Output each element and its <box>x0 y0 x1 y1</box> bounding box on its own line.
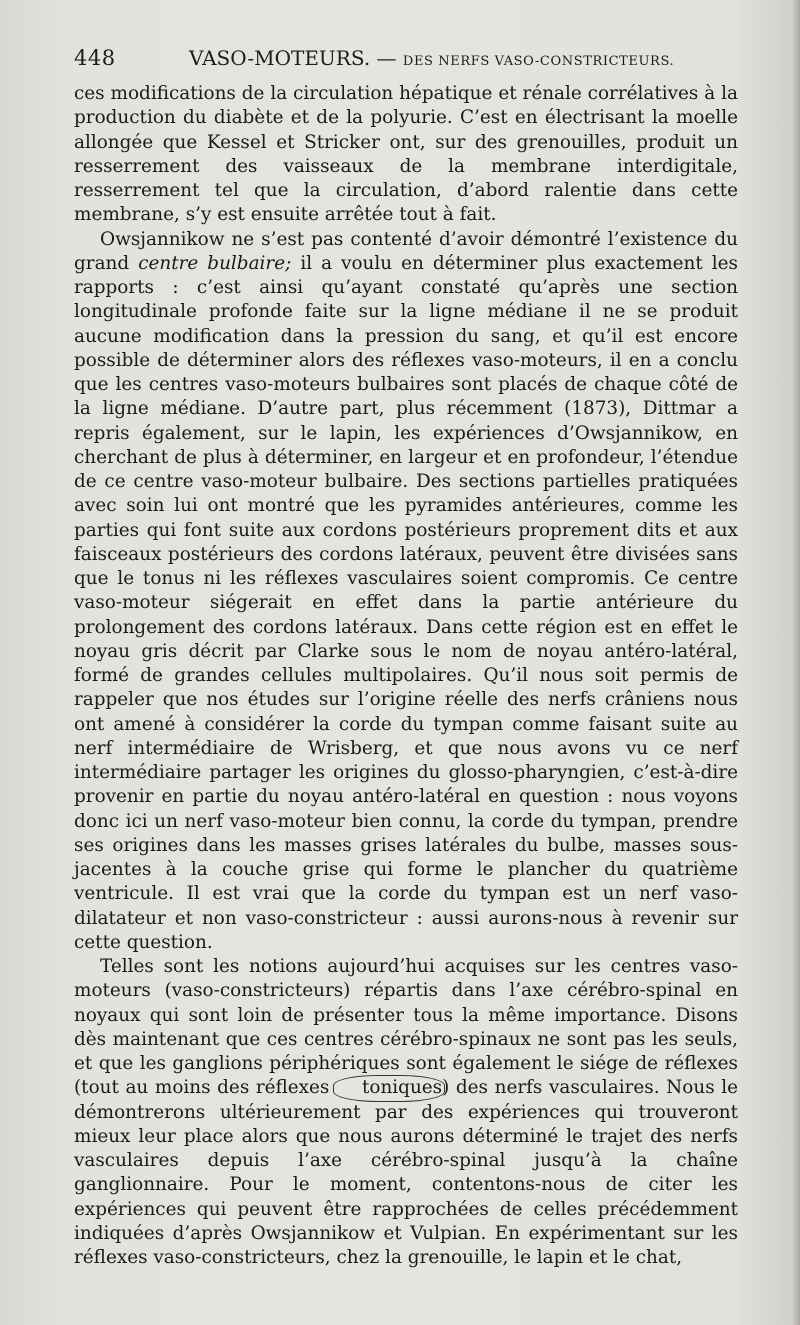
paragraph-2-italic: centre bulbaire; <box>138 252 292 274</box>
paragraph-1: ces modifications de la circulation hépatique et rénale corrélatives à la production du diabète et de la polyurie. C’est en électrisant la moelle allongée que Kessel et Stricker ont, sur des grenouilles, produit un resserrement des vaisseaux de la membrane interdigitale, resserrement tel que la circulation, d’abord ralentie dans cette membrane, s’y est ensuite arrêtée tout à fait. <box>74 83 738 226</box>
paragraph-3 <box>74 955 738 1270</box>
paragraph-2-start: Owsjannikow ne s’est pas contenté d’avoir démontré l’existence du grand <box>74 228 738 274</box>
body-text <box>74 82 738 1270</box>
page-number: 448 <box>74 46 116 70</box>
page-header <box>74 46 742 76</box>
paragraph-2 <box>74 228 738 956</box>
running-head-sub: DES NERFS VASO-CONSTRICTEURS. <box>402 54 675 69</box>
paragraph-3-start: Telles sont les notions aujourd’hui acquises sur les centres vaso-moteurs (vaso-constricteurs) répartis dans l’axe cérébro-spinal en noyaux qui sont loin de présenter tous la même importance. Disons dès maintenant que ces centres cérébro-spinaux ne sont pas les seuls, et que les ganglions périphériques sont également le siége de réflexes (tout au moins des réflexes <box>74 956 738 1099</box>
paragraph-3-circled-word: toniques <box>333 1075 445 1101</box>
running-head-main: VASO-MOTEURS. — <box>189 46 397 70</box>
paragraph-3-rest: ) des nerfs vasculaires. Nous le démontrerons ultérieurement par des expériences qui trouveront mieux leur place alors que nous aurons déterminé le trajet des nerfs vasculaires depuis l’axe cérébro-spinal jusqu’à la chaîne ganglionnaire. Pour le moment, contentons-nous de citer les expériences qui peuvent être rapprochées de celles précédemment indiquées d’après Owsjannikow et Vulpian. En expérimentant sur les réflexes vaso-constricteurs, chez la grenouille, le lapin et le chat, <box>74 1077 738 1268</box>
page-edge-shadow <box>792 0 800 1325</box>
running-head <box>189 46 674 70</box>
paragraph-2-rest: il a voulu en déterminer plus exactement les rapports : c’est ainsi qu’ayant constaté qu’après une section longitudinale profonde faite sur la ligne médiane il ne se produit aucune modification dans la pression du sang, et qu’il est encore possible de déterminer alors des réflexes vaso-moteurs, il en a conclu que les centres vaso-moteurs bulbaires sont placés de chaque côté de la ligne médiane. D’autre part, plus récemment (1873), Dittmar a repris également, sur le lapin, les expériences d’Owsjannikow, en cherchant de plus à déterminer, en largeur et en profondeur, l’étendue de ce centre vaso-moteur bulbaire. Des sections partielles pratiquées avec soin lui ont montré que les pyramides antérieures, comme les parties qui font suite aux cordons postérieurs proprement dits et aux faisceaux postérieurs des cordons latéraux, peuvent être divisées sans que le tonus ni les réflexes vasculaires soient compromis. Ce centre vaso-moteur siégerait en effet dans la partie antérieure du prolongement des cordons latéraux. Dans cette région est en effet le noyau gris décrit par Clarke sous le nom de noyau antéro-latéral, formé de grandes cellules multipolaires. Qu’il nous soit permis de rappeler que nos études sur l’origine réelle des nerfs crâniens nous ont amené à considérer la corde du tympan comme faisant suite au nerf intermédiaire de Wrisberg, et que nous avons vu ce nerf intermédiaire partager les origines du glosso-pharyngien, c’est-à-dire provenir en partie du noyau antéro-latéral en question : nous voyons donc ici un nerf vaso-moteur bien connu, la corde du tympan, prendre ses origines dans les masses grises latérales du bulbe, masses sous-jacentes à la couche grise qui forme le plancher du quatrième ventricule. Il est vrai que la corde du tympan est un nerf vaso-dilatateur et non vaso-constricteur : aussi aurons-nous à revenir sur cette question. <box>74 252 738 953</box>
